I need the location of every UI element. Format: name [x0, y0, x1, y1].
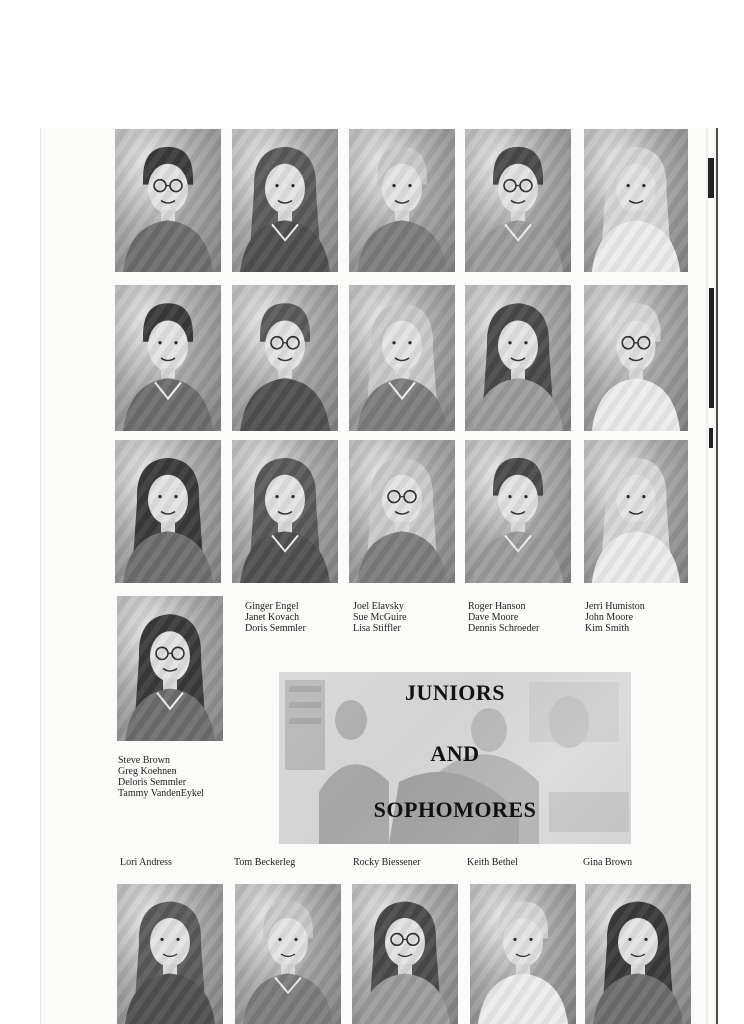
portrait-silhouette [584, 440, 688, 583]
portrait-silhouette [584, 285, 688, 431]
section-banner [279, 672, 631, 844]
name-line: Greg Koehnen [118, 766, 177, 777]
portrait-silhouette [349, 129, 455, 272]
portrait-silhouette [465, 285, 571, 431]
banner-title-line-2: AND [430, 741, 480, 766]
portrait-silhouette [584, 129, 688, 272]
portrait-silhouette [232, 129, 338, 272]
portrait-photo [115, 285, 221, 431]
portrait-silhouette [465, 440, 571, 583]
portrait-photo [584, 129, 688, 272]
name-line: Jerri Humiston [585, 601, 645, 612]
portrait-photo [349, 285, 455, 431]
bottom-caption: Lori Andress [120, 857, 172, 868]
portrait-photo [470, 884, 576, 1024]
portrait-photo [232, 440, 338, 583]
name-caption-col-4 [585, 601, 645, 634]
portrait-photo [235, 884, 341, 1024]
name-line: Doris Semmler [245, 623, 306, 634]
portrait-photo [232, 129, 338, 272]
portrait-photo [232, 285, 338, 431]
bottom-caption: Rocky Biessener [353, 857, 421, 868]
portrait-photo [115, 440, 221, 583]
banner-title-line-3: SOPHOMORES [373, 797, 537, 822]
name-line: Kim Smith [585, 623, 630, 634]
name-caption-single [118, 755, 204, 799]
portrait-photo [117, 884, 223, 1024]
name-line: Tammy VandenEykel [118, 788, 205, 799]
portrait-silhouette [232, 440, 338, 583]
portrait-silhouette [232, 285, 338, 431]
portrait-silhouette [115, 440, 221, 583]
name-line: Joel Elavsky [353, 601, 404, 612]
portrait-photo [117, 596, 223, 741]
name-line: Roger Hanson [468, 601, 526, 612]
portrait-silhouette [585, 884, 691, 1024]
portrait-silhouette [117, 884, 223, 1024]
name-line: Dave Moore [468, 612, 519, 623]
name-line: Sue McGuire [353, 612, 407, 623]
bottom-caption: Tom Beckerleg [234, 857, 296, 868]
portrait-photo [352, 884, 458, 1024]
bottom-caption: Keith Bethel [467, 857, 518, 868]
portrait-silhouette [349, 440, 455, 583]
portrait-photo [349, 129, 455, 272]
name-line: Steve Brown [118, 755, 170, 766]
page-edge [706, 128, 718, 1024]
name-line: Dennis Schroeder [468, 623, 540, 634]
portrait-silhouette [470, 884, 576, 1024]
name-line: Janet Kovach [245, 612, 300, 623]
portrait-photo [115, 129, 221, 272]
name-line: Ginger Engel [245, 601, 299, 612]
name-line: Deloris Semmler [118, 777, 187, 788]
portrait-silhouette [352, 884, 458, 1024]
portrait-photo [465, 285, 571, 431]
portrait-silhouette [465, 129, 571, 272]
name-caption-col-2 [353, 601, 407, 634]
portrait-photo [585, 884, 691, 1024]
name-caption-col-1 [245, 601, 306, 634]
bottom-caption: Gina Brown [583, 857, 633, 868]
portrait-silhouette [115, 285, 221, 431]
name-caption-col-3 [468, 601, 539, 634]
name-line: Lisa Stiffler [353, 623, 401, 634]
portrait-photo [584, 285, 688, 431]
portrait-silhouette [117, 596, 223, 741]
portrait-photo [465, 129, 571, 272]
portrait-photo [584, 440, 688, 583]
portrait-silhouette [349, 285, 455, 431]
name-line: John Moore [585, 612, 634, 623]
portrait-silhouette [115, 129, 221, 272]
banner-title-line-1: JUNIORS [404, 680, 506, 705]
portrait-photo [465, 440, 571, 583]
portrait-silhouette [235, 884, 341, 1024]
portrait-photo [349, 440, 455, 583]
